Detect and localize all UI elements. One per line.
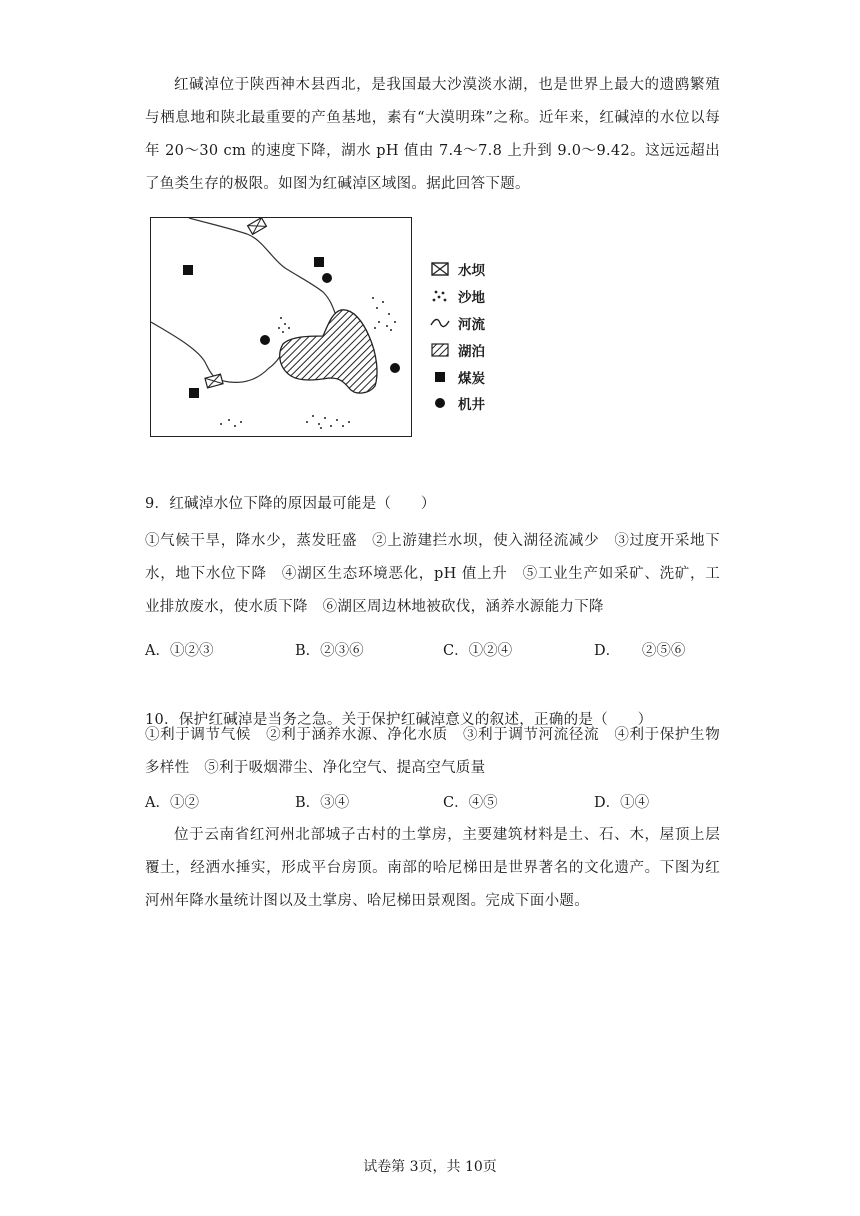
- passage2-paragraph: 位于云南省红河州北部城子古村的土掌房，主要建筑材料是土、石、木，屋顶上层覆土，经洒水捶实，形成平台房顶。南部的哈尼梯田是世界著名的文化遗产。下图为红河州年降水量统计图以及土掌房、哈尼梯田景观图。完成下面小题。: [145, 827, 720, 909]
- q10-option-b[interactable]: B．③④: [295, 795, 350, 811]
- coal-marker: [189, 388, 199, 398]
- legend-item-river: [430, 310, 520, 337]
- map-figure: [150, 217, 412, 437]
- lake-shape: [280, 310, 377, 393]
- q9-options: [145, 635, 720, 668]
- q10-options: [145, 787, 720, 820]
- legend-label: 水坝: [458, 263, 485, 280]
- dam-lower: [205, 374, 223, 388]
- q10-stem: 10．保护红碱淖是当务之急。关于保护红碱淖意义的叙述，正确的是（ ）: [145, 712, 653, 728]
- well-marker: [322, 273, 332, 283]
- legend-item-coal: [430, 363, 520, 390]
- q10-option-a[interactable]: A．①②: [145, 795, 199, 811]
- q9-option-a[interactable]: A．①②③: [145, 643, 214, 659]
- legend-item-sand: [430, 283, 520, 310]
- map-drawing: [151, 218, 410, 435]
- river-upper: [189, 218, 337, 318]
- q9-option-d[interactable]: D． ②⑤⑥: [594, 643, 686, 659]
- well-marker: [260, 335, 270, 345]
- well-marker: [390, 363, 400, 373]
- legend-item-well: [430, 390, 520, 417]
- q10-option-d[interactable]: D．①④: [594, 795, 650, 811]
- coal-marker: [314, 257, 324, 267]
- q9-items: ①气候干旱，降水少，蒸发旺盛 ②上游建拦水坝，使入湖径流减少 ③过度开采地下水，地下水位下降 ④湖区生态环境恶化，pH 值上升 ⑤工业生产如采矿、洗矿，工业排放废水，使水质下降 ⑥湖区周边林地被砍伐，涵养水源能力下降: [145, 533, 720, 615]
- lake-icon: [430, 343, 450, 357]
- river-icon: [430, 316, 450, 330]
- legend-item-dam: [430, 256, 520, 283]
- q9-option-c[interactable]: C．①②④: [443, 643, 513, 659]
- dam-upper: [248, 218, 267, 234]
- sand-icon: [430, 289, 450, 303]
- intro-paragraph: 红碱淖位于陕西神木县西北，是我国最大沙漠淡水湖，也是世界上最大的遗鸥繁殖与栖息地和陕北最重要的产鱼基地，素有“大漠明珠”之称。近年来，红碱淖的水位以每年 20～30 cm 的速度下降，湖水 pH 值由 7.4～7.8 上升到 9.0～9.42。这远远超出了鱼类生存的极限。如图为红碱淖区域图。据此回答下题。: [145, 77, 720, 192]
- well-icon: [430, 396, 450, 410]
- q9-stem: 9．红碱淖水位下降的原因最可能是（ ）: [145, 496, 436, 512]
- legend-label: 河流: [458, 316, 485, 333]
- legend-label: 煤炭: [458, 370, 485, 387]
- coal-icon: [430, 370, 450, 384]
- page-footer: 试卷第 3页，共 10页: [363, 1159, 497, 1175]
- map-legend: [430, 256, 520, 417]
- dam-icon: [430, 262, 450, 276]
- q9-option-b[interactable]: B．②③⑥: [295, 643, 364, 659]
- q10-items: ①利于调节气候 ②利于涵养水源、净化水质 ③利于调节河流径流 ④利于保护生物多样性 ⑤利于吸烟滞尘、净化空气、提高空气质量: [145, 727, 720, 776]
- coal-marker: [183, 265, 193, 275]
- legend-label: 机井: [458, 397, 485, 414]
- q10-option-c[interactable]: C．④⑤: [443, 795, 498, 811]
- legend-label: 湖泊: [458, 343, 485, 360]
- legend-label: 沙地: [458, 290, 485, 307]
- river-left: [151, 322, 283, 382]
- legend-item-lake: [430, 336, 520, 363]
